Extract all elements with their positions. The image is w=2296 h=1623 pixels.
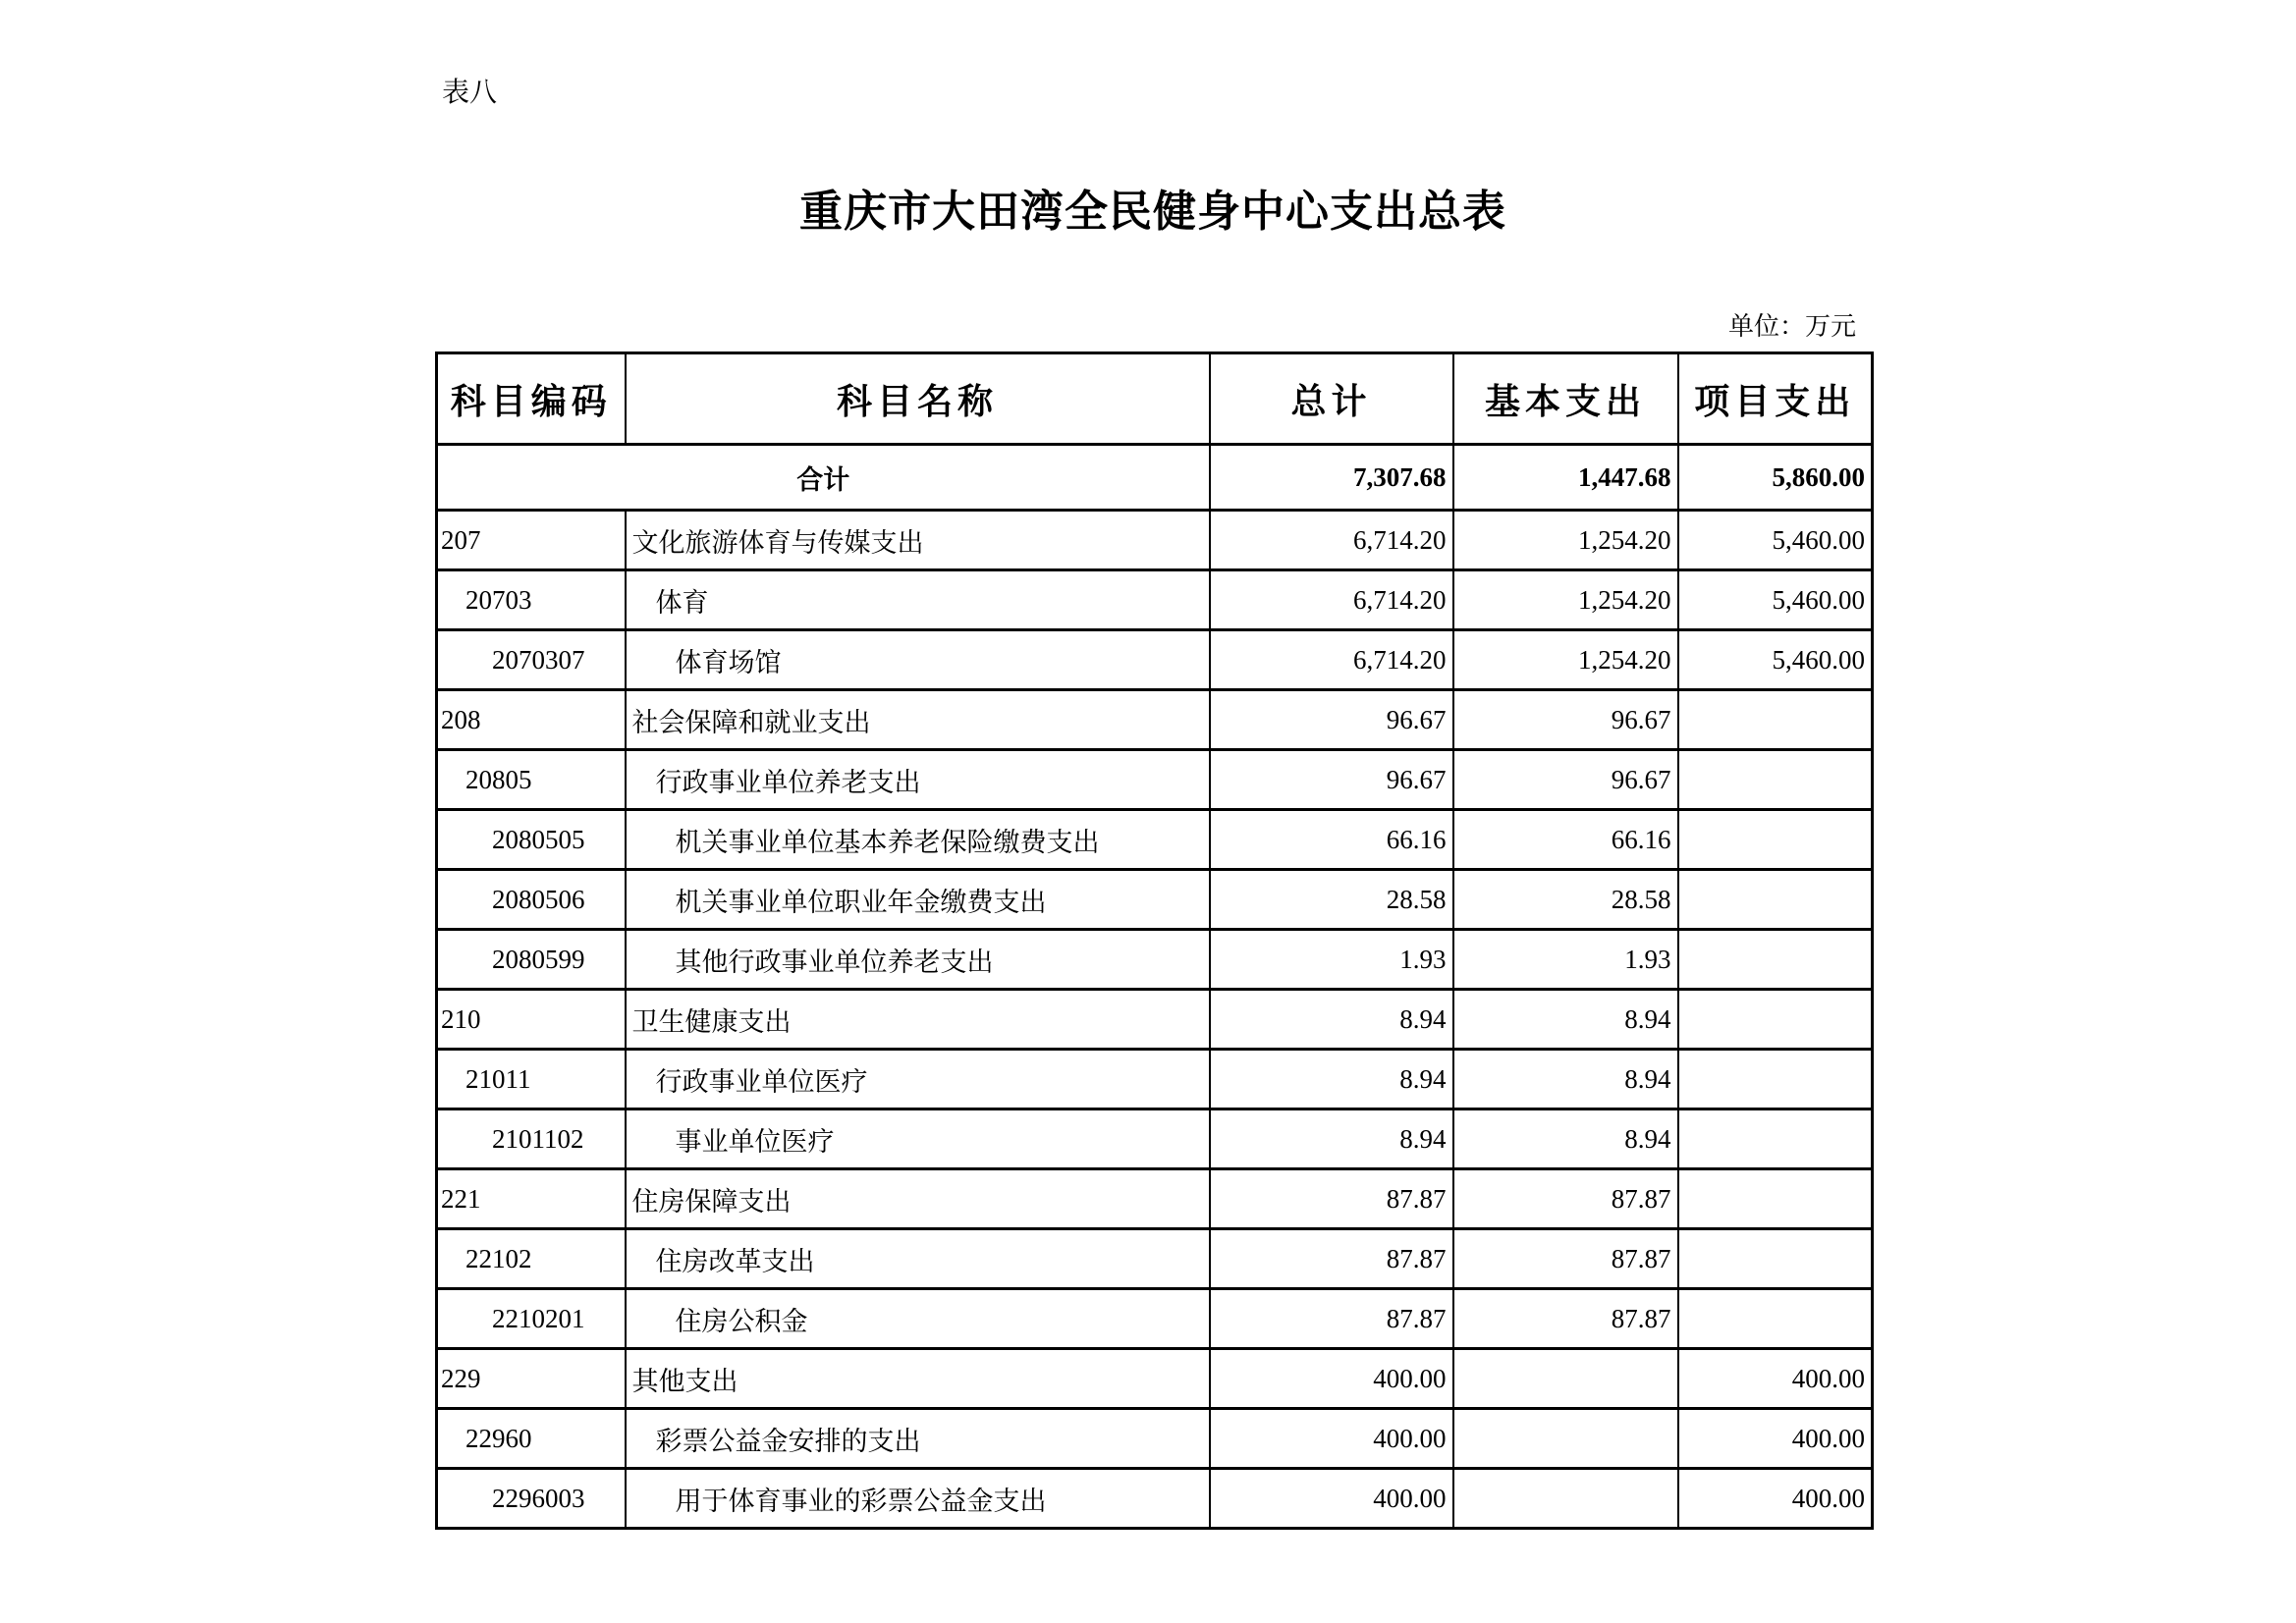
project-expenditure-cell bbox=[1678, 1289, 1873, 1349]
total-value-cell: 8.94 bbox=[1210, 1050, 1453, 1109]
subject-code-cell: 2210201 bbox=[437, 1289, 626, 1349]
table-number-label: 表八 bbox=[442, 78, 498, 108]
project-expenditure-cell bbox=[1678, 990, 1873, 1050]
basic-expenditure-cell: 96.67 bbox=[1453, 750, 1678, 810]
basic-expenditure-cell: 8.94 bbox=[1453, 1050, 1678, 1109]
table-row bbox=[437, 1349, 1873, 1409]
basic-expenditure-cell: 87.87 bbox=[1453, 1229, 1678, 1289]
project-expenditure-cell: 400.00 bbox=[1678, 1469, 1873, 1529]
subject-code-cell: 2070307 bbox=[437, 630, 626, 690]
total-value-cell: 6,714.20 bbox=[1210, 570, 1453, 630]
table-row bbox=[437, 570, 1873, 630]
total-value-cell: 66.16 bbox=[1210, 810, 1453, 870]
expenditure-summary-table bbox=[435, 352, 1874, 1530]
total-value-cell: 400.00 bbox=[1210, 1409, 1453, 1469]
project-expenditure-cell bbox=[1678, 750, 1873, 810]
basic-expenditure-cell: 1,254.20 bbox=[1453, 630, 1678, 690]
column-header: 总计 bbox=[1210, 353, 1453, 445]
basic-expenditure-cell bbox=[1453, 1349, 1678, 1409]
project-expenditure-cell bbox=[1678, 1229, 1873, 1289]
unit-label: 单位：万元 bbox=[1727, 312, 1856, 341]
subject-name-cell: 社会保障和就业支出 bbox=[626, 690, 1210, 750]
subject-code-cell: 229 bbox=[437, 1349, 626, 1409]
total-value-cell: 400.00 bbox=[1210, 1349, 1453, 1409]
table-row bbox=[437, 1289, 1873, 1349]
project-expenditure-cell bbox=[1678, 1050, 1873, 1109]
subject-code-cell: 2080506 bbox=[437, 870, 626, 930]
project-expenditure-cell bbox=[1678, 810, 1873, 870]
subject-name-cell: 行政事业单位医疗 bbox=[626, 1050, 1210, 1109]
subject-code-cell: 22960 bbox=[437, 1409, 626, 1469]
header-row bbox=[437, 353, 1873, 445]
total-value-cell: 28.58 bbox=[1210, 870, 1453, 930]
total-value-cell: 6,714.20 bbox=[1210, 630, 1453, 690]
table-row bbox=[437, 1469, 1873, 1529]
basic-expenditure-cell: 8.94 bbox=[1453, 990, 1678, 1050]
subject-name-cell: 住房改革支出 bbox=[626, 1229, 1210, 1289]
subject-name-cell: 机关事业单位基本养老保险缴费支出 bbox=[626, 810, 1210, 870]
summary-project-expenditure-cell: 5,860.00 bbox=[1678, 445, 1873, 511]
table-row bbox=[437, 810, 1873, 870]
table-row bbox=[437, 630, 1873, 690]
basic-expenditure-cell: 66.16 bbox=[1453, 810, 1678, 870]
subject-code-cell: 2101102 bbox=[437, 1109, 626, 1169]
table-row bbox=[437, 750, 1873, 810]
total-value-cell: 8.94 bbox=[1210, 990, 1453, 1050]
basic-expenditure-cell: 1.93 bbox=[1453, 930, 1678, 990]
table-row bbox=[437, 870, 1873, 930]
project-expenditure-cell bbox=[1678, 1109, 1873, 1169]
table-row bbox=[437, 930, 1873, 990]
subject-code-cell: 21011 bbox=[437, 1050, 626, 1109]
subject-name-cell: 体育场馆 bbox=[626, 630, 1210, 690]
table-row bbox=[437, 1050, 1873, 1109]
project-expenditure-cell: 5,460.00 bbox=[1678, 511, 1873, 570]
project-expenditure-cell: 5,460.00 bbox=[1678, 570, 1873, 630]
subject-code-cell: 210 bbox=[437, 990, 626, 1050]
summary-label-cell: 合计 bbox=[437, 445, 1210, 511]
subject-code-cell: 207 bbox=[437, 511, 626, 570]
table-row bbox=[437, 1409, 1873, 1469]
column-header: 项目支出 bbox=[1678, 353, 1873, 445]
column-header: 科目名称 bbox=[626, 353, 1210, 445]
basic-expenditure-cell: 87.87 bbox=[1453, 1169, 1678, 1229]
total-value-cell: 87.87 bbox=[1210, 1229, 1453, 1289]
subject-code-cell: 221 bbox=[437, 1169, 626, 1229]
total-value-cell: 8.94 bbox=[1210, 1109, 1453, 1169]
project-expenditure-cell: 400.00 bbox=[1678, 1349, 1873, 1409]
summary-basic-expenditure-cell: 1,447.68 bbox=[1453, 445, 1678, 511]
subject-name-cell: 卫生健康支出 bbox=[626, 990, 1210, 1050]
project-expenditure-cell bbox=[1678, 690, 1873, 750]
subject-name-cell: 行政事业单位养老支出 bbox=[626, 750, 1210, 810]
column-header: 基本支出 bbox=[1453, 353, 1678, 445]
project-expenditure-cell bbox=[1678, 930, 1873, 990]
total-value-cell: 87.87 bbox=[1210, 1289, 1453, 1349]
project-expenditure-cell: 5,460.00 bbox=[1678, 630, 1873, 690]
total-value-cell: 96.67 bbox=[1210, 690, 1453, 750]
subject-name-cell: 彩票公益金安排的支出 bbox=[626, 1409, 1210, 1469]
subject-name-cell: 机关事业单位职业年金缴费支出 bbox=[626, 870, 1210, 930]
summary-total-cell: 7,307.68 bbox=[1210, 445, 1453, 511]
project-expenditure-cell bbox=[1678, 1169, 1873, 1229]
subject-name-cell: 其他行政事业单位养老支出 bbox=[626, 930, 1210, 990]
basic-expenditure-cell: 87.87 bbox=[1453, 1289, 1678, 1349]
page-title: 重庆市大田湾全民健身中心支出总表 bbox=[799, 188, 1506, 236]
subject-code-cell: 20703 bbox=[437, 570, 626, 630]
total-value-cell: 6,714.20 bbox=[1210, 511, 1453, 570]
table-row bbox=[437, 690, 1873, 750]
subject-code-cell: 2296003 bbox=[437, 1469, 626, 1529]
subject-name-cell: 其他支出 bbox=[626, 1349, 1210, 1409]
basic-expenditure-cell: 1,254.20 bbox=[1453, 511, 1678, 570]
summary-row bbox=[437, 445, 1873, 511]
total-value-cell: 96.67 bbox=[1210, 750, 1453, 810]
basic-expenditure-cell: 96.67 bbox=[1453, 690, 1678, 750]
subject-name-cell: 住房保障支出 bbox=[626, 1169, 1210, 1229]
basic-expenditure-cell: 1,254.20 bbox=[1453, 570, 1678, 630]
subject-name-cell: 体育 bbox=[626, 570, 1210, 630]
table-row bbox=[437, 990, 1873, 1050]
subject-name-cell: 住房公积金 bbox=[626, 1289, 1210, 1349]
basic-expenditure-cell: 28.58 bbox=[1453, 870, 1678, 930]
basic-expenditure-cell bbox=[1453, 1409, 1678, 1469]
subject-code-cell: 2080599 bbox=[437, 930, 626, 990]
subject-name-cell: 用于体育事业的彩票公益金支出 bbox=[626, 1469, 1210, 1529]
subject-code-cell: 208 bbox=[437, 690, 626, 750]
total-value-cell: 1.93 bbox=[1210, 930, 1453, 990]
subject-code-cell: 22102 bbox=[437, 1229, 626, 1289]
table-row bbox=[437, 511, 1873, 570]
total-value-cell: 87.87 bbox=[1210, 1169, 1453, 1229]
basic-expenditure-cell bbox=[1453, 1469, 1678, 1529]
subject-code-cell: 20805 bbox=[437, 750, 626, 810]
table-row bbox=[437, 1229, 1873, 1289]
column-header: 科目编码 bbox=[437, 353, 626, 445]
table-row bbox=[437, 1109, 1873, 1169]
subject-name-cell: 文化旅游体育与传媒支出 bbox=[626, 511, 1210, 570]
subject-name-cell: 事业单位医疗 bbox=[626, 1109, 1210, 1169]
table-row bbox=[437, 1169, 1873, 1229]
project-expenditure-cell bbox=[1678, 870, 1873, 930]
total-value-cell: 400.00 bbox=[1210, 1469, 1453, 1529]
subject-code-cell: 2080505 bbox=[437, 810, 626, 870]
basic-expenditure-cell: 8.94 bbox=[1453, 1109, 1678, 1169]
project-expenditure-cell: 400.00 bbox=[1678, 1409, 1873, 1469]
